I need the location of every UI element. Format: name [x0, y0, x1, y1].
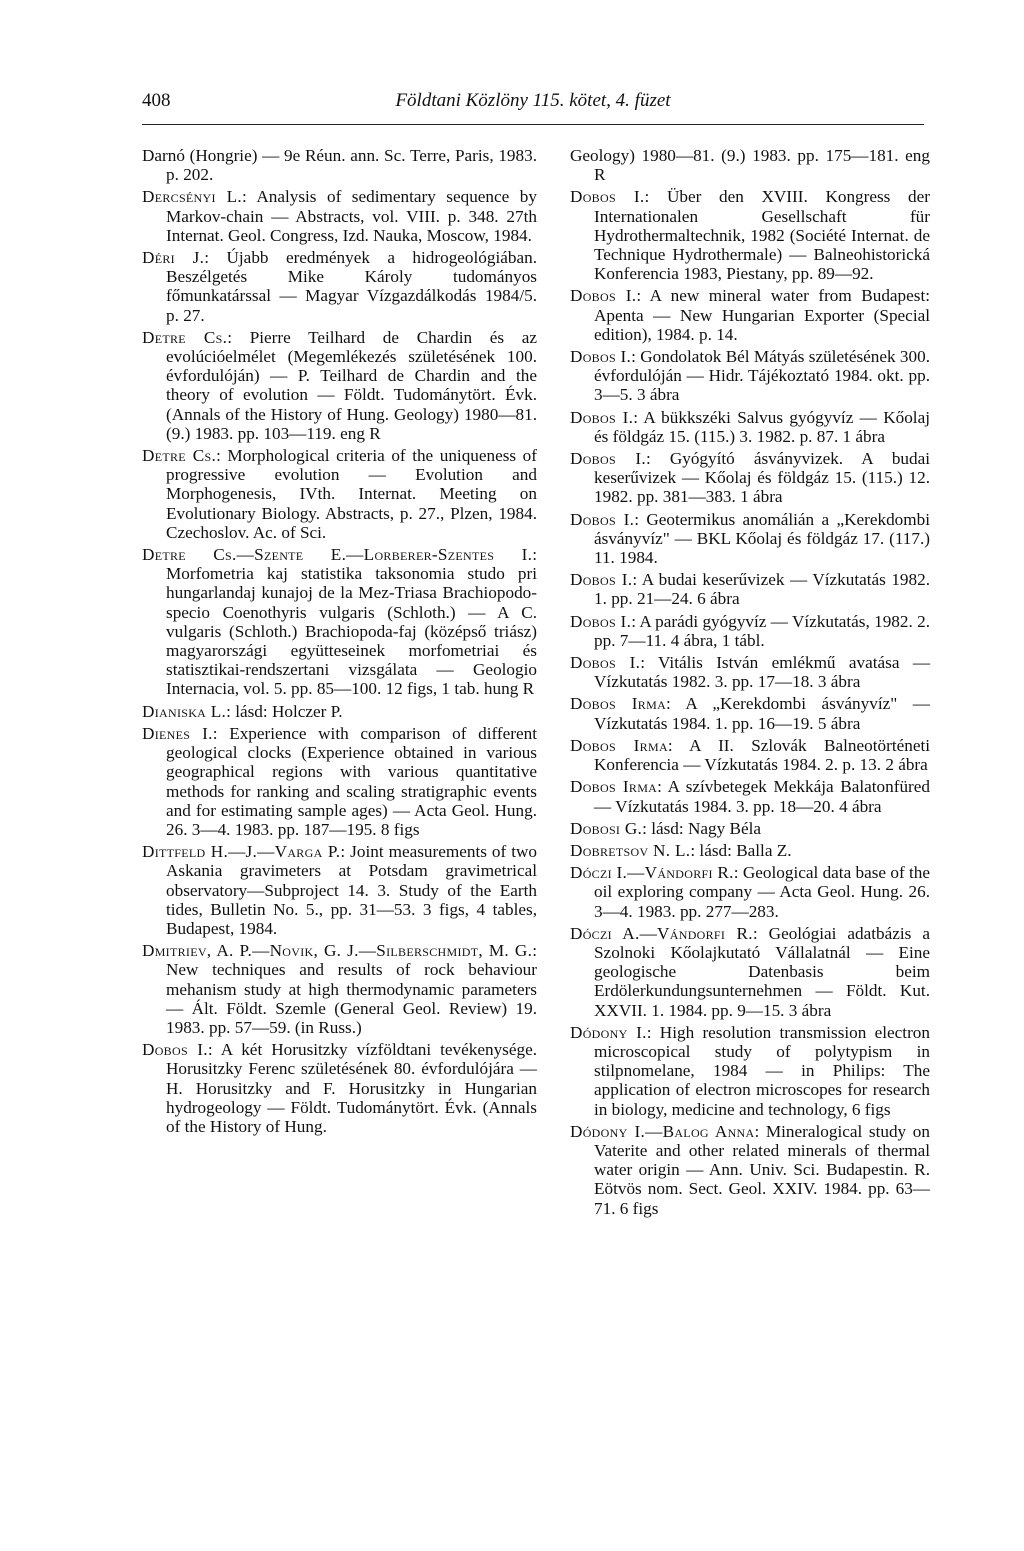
entry-text: : lásd: Balla Z.: [690, 840, 792, 860]
bibliography-entry: [570, 286, 930, 344]
entry-author: Dóczi I.—Vándorfi R.: [570, 863, 734, 883]
entry-text: : Geológiai adatbázis a Szolnoki Kőolajkutató Vállalatnál — Eine geologische Datenbasis beim Erdölerkundungsunternehmen — Földt. Kut. XXVII. 1. 1984. pp. 9—15. 3 ábra: [594, 923, 930, 1020]
entry-author: Dittfeld H.—J.—Varga P.: [142, 842, 341, 862]
entry-text: Darnó (Hongrie) — 9e Réun. ann. Sc. Terre, Paris, 1983. p. 202.: [142, 146, 537, 185]
entry-author: Dobos I.: [570, 286, 637, 306]
bibliography-entry: [142, 941, 537, 1037]
entry-text: : High resolution transmission electron microscopical study of polytypism in stilpnomelane, 1984 — in Philips: The application of electron microscopes for research in biology, medicine and technology, 6 figs: [594, 1022, 930, 1119]
bibliography-entry: [570, 347, 930, 405]
entry-text: : A „Kerekdombi ásványvíz" — Vízkutatás 1984. 1. pp. 16—19. 5 ábra: [594, 694, 930, 733]
bibliography-entry: [142, 545, 537, 699]
entry-text: : A budai keserűvizek — Vízkutatás 1982. 1. pp. 21—24. 6 ábra: [594, 570, 930, 609]
bibliography-entry: [142, 446, 537, 542]
entry-text: : Über den XVIII. Kongress der Internationalen Gesellschaft für Hydrothermaltechnik, 1982 (Société Internat. de Technique Hydrothermale) — Balneohistorická Konferencia 1983, Piestany, pp. 89—92.: [594, 187, 930, 284]
entry-author: Dobos I.: [570, 570, 633, 590]
entry-text: : Vitális István emlékmű avatása — Vízkutatás 1982. 3. pp. 17—18. 3 ábra: [594, 653, 931, 692]
bibliography-entry: [570, 1122, 930, 1218]
entry-text: : Gondolatok Bél Mátyás születésének 300. évfordulóján — Hidr. Tájékoztató 1984. okt. pp. 3—5. 3 ábra: [594, 347, 931, 405]
entry-author: Detre Cs.: [142, 327, 228, 347]
bibliography-entry: [142, 702, 537, 721]
right-column: [570, 146, 930, 1221]
bibliography-entry: [142, 1040, 537, 1136]
entry-author: Dobos I.: [570, 611, 632, 631]
bibliography-entry: [570, 819, 930, 838]
entry-author: Dobosi G.: [570, 818, 643, 838]
entry-author: Dobos I.: [570, 449, 646, 469]
entry-text: : A bükkszéki Salvus gyógyvíz — Kőolaj és földgáz 15. (115.) 3. 1982. p. 87. 1 ábra: [594, 407, 930, 446]
bibliography-entry: [142, 724, 537, 839]
bibliography-entry: [142, 328, 537, 443]
bibliography-entry: [570, 863, 930, 921]
entry-text: : A II. Szlovák Balneotörténeti Konferencia — Vízkutatás 1984. 2. p. 13. 2 ábra: [594, 735, 930, 775]
entry-author: Dóczi A.—Vándorfi R.: [570, 923, 753, 943]
journal-title: Földtani Közlöny 115. kötet, 4. füzet: [395, 90, 671, 111]
entry-author: Dobos I.: [570, 407, 634, 427]
entry-text: : Geological data base of the oil exploring company — Acta Geol. Hung. 26. 3—4. 1983. pp. 277—283.: [594, 863, 930, 921]
entry-author: Dercsényi L.: [142, 187, 242, 207]
bibliography-entry: [570, 777, 930, 815]
entry-text: : Geotermikus anomálián a „Kerekdombi ásványvíz" — BKL Kőolaj és földgáz 17. (117.) 11. 1984.: [594, 509, 930, 568]
entry-author: Detre Cs.—Szente E.—Lorberer-Szentes I.: [142, 545, 533, 565]
entry-author: Dódony I.: [570, 1022, 647, 1042]
bibliography-entry: [142, 842, 537, 938]
entry-text: : Analysis of sedimentary sequence by Markov-chain — Abstracts, vol. VIII. p. 348. 27th Internat. Geol. Congress, Izd. Nauka, Moscow, 1984.: [166, 187, 537, 245]
page-number: 408: [142, 90, 171, 111]
entry-author: Dobos I.: [570, 653, 641, 673]
bibliography-entry: [570, 146, 930, 184]
entry-author: Déri J.: [142, 248, 205, 268]
bibliography-entry: [142, 248, 537, 325]
entry-author: Detre Cs.: [142, 446, 217, 466]
bibliography-entry: [570, 187, 930, 283]
bibliography-entry: [570, 736, 930, 774]
entry-text: : Morphological criteria of the uniqueness of progressive evolution — Evolution and Morphogenesis, IVth. Internat. Meeting on Evolutionary Biology. Abstracts, p. 27., Plzen, 1984. Czechoslov. Ac. of Sci.: [166, 446, 537, 542]
bibliography-entry: [570, 1023, 930, 1119]
bibliography-entry: [570, 841, 930, 860]
entry-author: Dobos I.: [570, 187, 645, 207]
bibliography-entry: [570, 449, 930, 507]
entry-text: : Gyógyító ásványvizek. A budai keserűvizek — Kőolaj és földgáz 15. (115.) 12. 1982. pp. 381—383. 1 ábra: [594, 449, 931, 507]
entry-text: : Experience with comparison of different geological clocks (Experience obtained in various geographical regions with various quantitative methods for ranking and scaling stratigraphic events and for estimating sample ages) — Acta Geol. Hung. 26. 3—4. 1983. pp. 187—195. 8 figs: [166, 723, 537, 839]
entry-author: Dianiska L.: [142, 701, 227, 721]
entry-author: Dobos Irma: [570, 694, 667, 714]
entry-text: : lásd: Holczer P.: [226, 701, 343, 721]
entry-text: : A parádi gyógyvíz — Vízkutatás, 1982. 2. pp. 7—11. 4 ábra, 1 tábl.: [594, 611, 931, 650]
bibliography-entry: [142, 187, 537, 245]
entry-author: Dobos Irma: [570, 777, 658, 797]
bibliography-entry: [570, 510, 930, 568]
entry-author: Dobos I.: [570, 347, 632, 367]
entry-text: Geology) 1980—81. (9.) 1983. pp. 175—181. eng R: [570, 146, 930, 185]
bibliography-entry: [142, 146, 537, 184]
entry-text: : Joint measurements of two Askania gravimeters at Potsdam gravimetrical observatory—Subproject 14. 3. Study of the Earth tides, Bulletin No. 5., pp. 31—53. 3 figs, 4 tables, Budapest, 1984.: [166, 842, 538, 938]
left-column: [142, 146, 537, 1139]
entry-author: Dienes I.: [142, 723, 213, 743]
entry-text: : New techniques and results of rock behaviour mehanism study at high thermodynamic parameters — Ált. Földt. Szemle (General Geol. Review) 19. 1983. pp. 57—59. (in Russ.): [166, 941, 537, 1037]
bibliography-entry: [570, 653, 930, 691]
entry-text: : A szívbetegek Mekkája Balatonfüred — Vízkutatás 1984. 3. pp. 18—20. 4 ábra: [594, 777, 930, 816]
entry-text: : Morfometria kaj statistika taksonomia studo pri hungarlandaj kunajoj de la Mez-Triasa Brachiopodo-specio Coenothyris vulgaris (Schloth.) — A C. vulgaris (Schloth.) Brachiopoda-faj (középső triász) magyarországi együtteseinek morfometriai és statisztikai-rendszertani vizsgálata — Geologio Internacia, vol. 5. pp. 85—100. 12 figs, 1 tab. hung R: [166, 545, 537, 699]
entry-text: : lásd: Nagy Béla: [642, 818, 761, 838]
bibliography-entry: [570, 408, 930, 446]
entry-text: : Pierre Teilhard de Chardin és az evolúcióelmélet (Megemlékezés születésének 100. évfordulóján) — P. Teilhard de Chardin and the theory of evolution — Földt. Tudománytört. Évk. (Annals of the History of Hung. Geology) 1980—81. (9.) 1983. pp. 103—119. eng R: [166, 327, 537, 443]
bibliography-entry: [570, 924, 930, 1020]
entry-author: Dmitriev, A. P.—Novik, G. J.—Silberschmidt, M. G.: [142, 941, 533, 961]
entry-author: Dobretsov N. L.: [570, 840, 691, 860]
entry-author: Dódony I.—Balog Anna: [570, 1121, 755, 1141]
bibliography-entry: [570, 694, 930, 732]
entry-author: Dobos I.: [142, 1040, 208, 1060]
entry-text: : Újabb eredmények a hidrogeológiában. Beszélgetés Mike Károly tudományos főmunkatárssal — Magyar Vízgazdálkodás 1984/5. p. 27.: [166, 248, 538, 325]
entry-author: Dobos I.: [570, 509, 635, 529]
entry-text: : Mineralogical study on Vaterite and other related minerals of thermal water origin — Ann. Univ. Sci. Budapestin. R. Eötvös nom. Sect. Geol. XXIV. 1984. pp. 63—71. 6 figs: [594, 1121, 930, 1218]
entry-text: : A new mineral water from Budapest: Apenta — New Hungarian Exporter (Special edition), 1984. p. 14.: [594, 286, 931, 344]
entry-author: Dobos Irma: [570, 735, 668, 755]
bibliography-entry: [570, 570, 930, 608]
header-rule: [142, 124, 924, 125]
entry-text: : A két Horusitzky vízföldtani tevékenysége. Horusitzky Ferenc születésének 80. évfordulójára — H. Horusitzky and F. Horusitzky in Hungarian hydrogeology — Földt. Tudománytört. Évk. (Annals of the History of Hung.: [166, 1040, 538, 1136]
bibliography-entry: [570, 612, 930, 650]
running-header: [142, 90, 924, 120]
